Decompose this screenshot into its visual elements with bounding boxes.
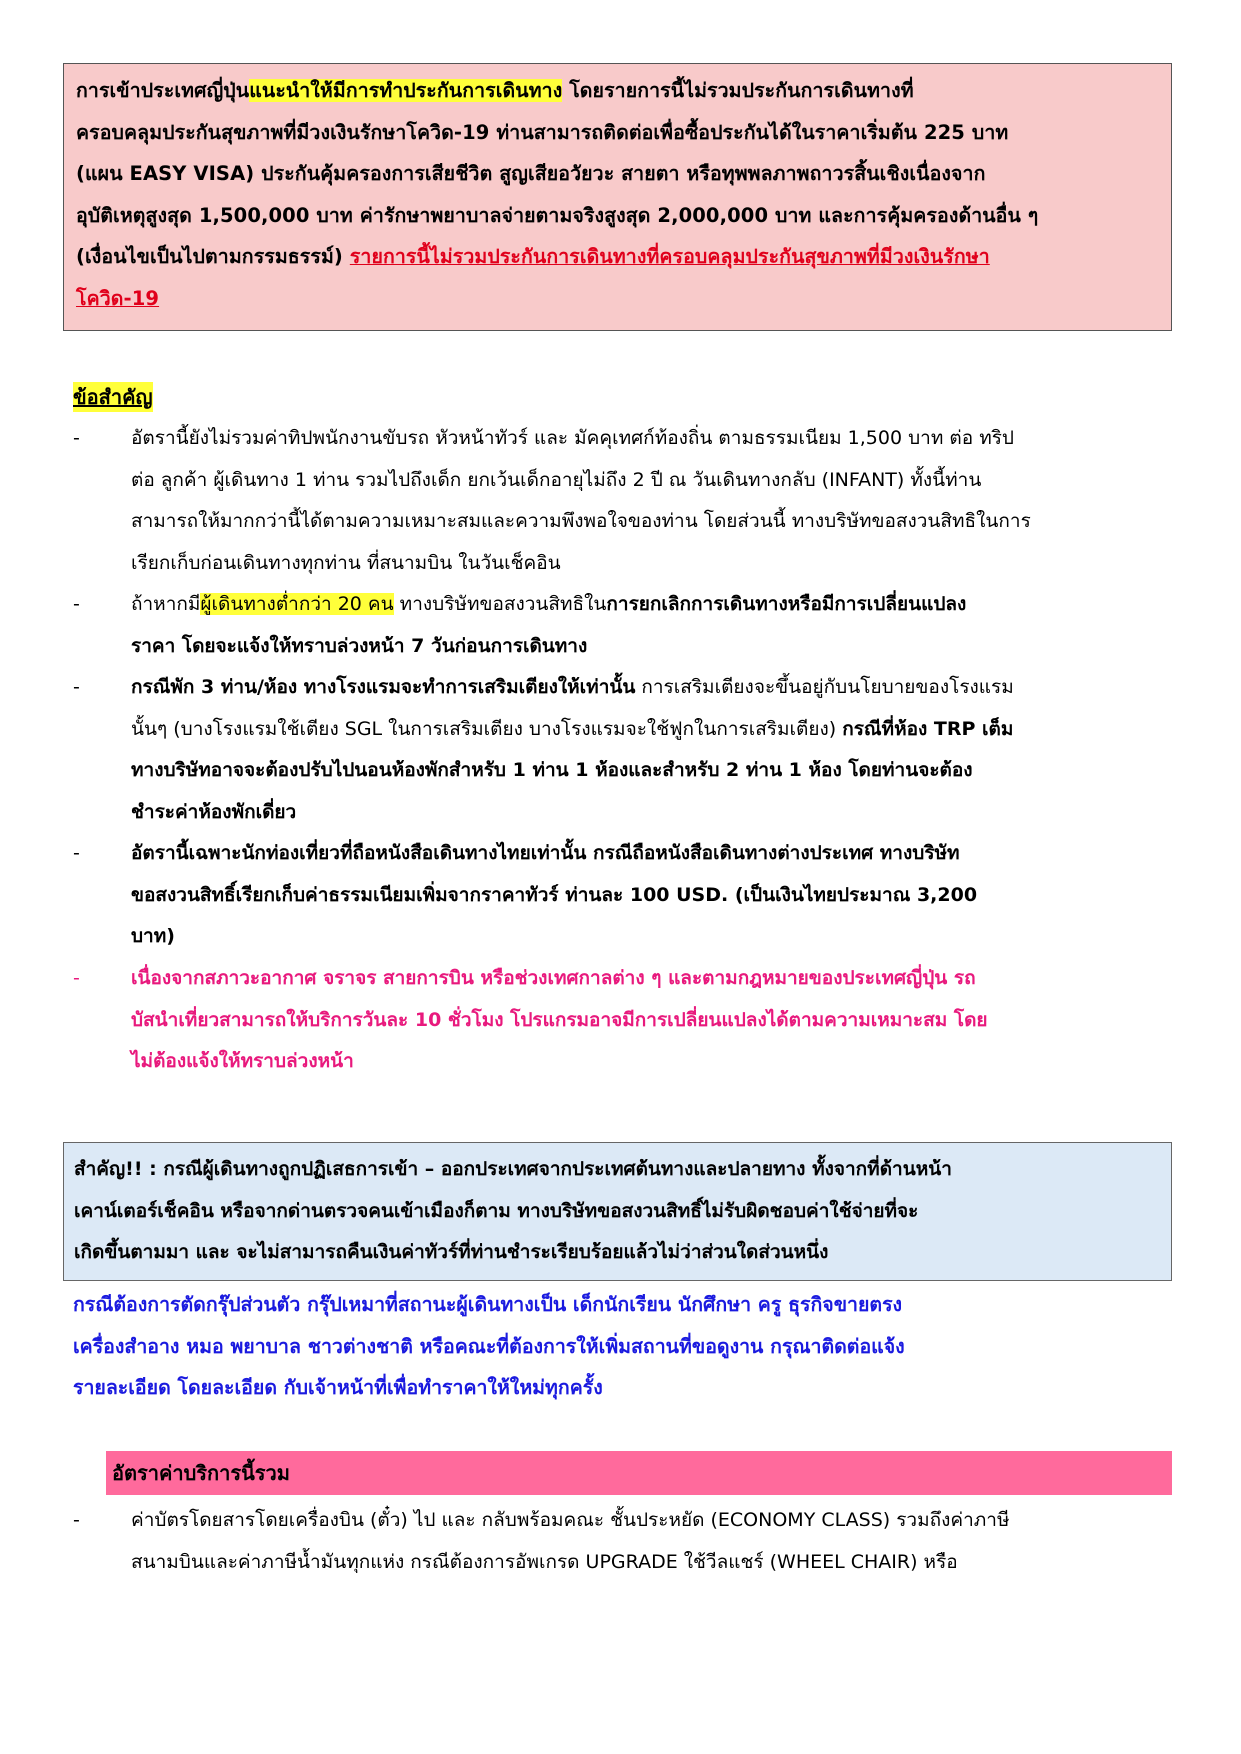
insurance-line-6 xyxy=(76,278,1161,320)
text-line: เนื่องจากสภาวะอากาศ จราจร สายการบิน หรือช่วงเทศกาลต่าง ๆ และตามกฎหมายของประเทศญี่ปุ่น รถ xyxy=(131,967,976,989)
text-line: รายละเอียด โดยละเอียด กับเจ้าหน้าที่เพื่อทำราคาให้ใหม่ทุกครั้ง xyxy=(73,1376,603,1399)
insurance-exclusion-text: รายการนี้ไม่รวมประกันการเดินทางที่ครอบคลุมประกันสุขภาพที่มีวงเงินรักษา xyxy=(349,245,990,269)
included-heading: อัตราค่าบริการนี้รวม xyxy=(112,1461,290,1485)
bullet-dash: - xyxy=(73,593,80,615)
text-line: อัตรานี้เฉพาะนักท่องเที่ยวที่ถือหนังสือเดินทางไทยเท่านั้น กรณีถือหนังสือเดินทางต่างประเทศ ทางบริษัท xyxy=(131,842,960,864)
text-line xyxy=(131,709,1173,751)
insurance-line-1 xyxy=(76,70,1161,112)
bullet-dash: - xyxy=(73,676,80,698)
text-line: เรียกเก็บก่อนเดินทางทุกท่าน ที่สนามบิน ในวันเช็คอิน xyxy=(131,551,561,574)
text-line: สนามบินและค่าภาษีน้ำมันทุกแห่ง กรณีต้องการอัพเกรด UPGRADE ใช้วีลแชร์ (WHEEL CHAIR) หรือ xyxy=(131,1550,958,1573)
insurance-line-3: (แผน EASY VISA) ประกันคุ้มครองการเสียชีวิต สูญเสียอวัยวะ สายตา หรือทุพพลภาพถาวรสิ้นเชิงเนื่องจาก xyxy=(76,162,986,186)
text-line: ชำระค่าห้องพักเดี่ยว xyxy=(131,800,297,823)
text-line: ไม่ต้องแจ้งให้ทราบล่วงหน้า xyxy=(131,1050,354,1072)
insurance-notice-box xyxy=(63,63,1172,331)
text-span: ถ้าหากมี xyxy=(131,593,201,615)
text-line: ทางบริษัทอาจจะต้องปรับไปนอนห้องพักสำหรับ 1 ท่าน 1 ห้องและสำหรับ 2 ท่าน 1 ห้อง โดยท่านจะต้อง xyxy=(131,759,973,781)
text-line: บาท) xyxy=(131,925,175,947)
text-span: การเสริมเตียงจะขึ้นอยู่กับนโยบายของโรงแรม xyxy=(635,676,1014,698)
private-group-note xyxy=(73,1284,1173,1409)
important-heading: ข้อสำคัญ xyxy=(73,382,153,412)
text-span: ทางบริษัทขอสงวนสิทธิใน xyxy=(393,593,607,615)
text-line: อัตรานี้ยังไม่รวมค่าทิปพนักงานขับรถ หัวหน้าทัวร์ และ มัคคุเทศก์ท้องถิ่น ตามธรรมเนียม 1,500 บาท ต่อ ทริป xyxy=(131,427,1014,449)
text-line: ค่าบัตรโดยสารโดยเครื่องบิน (ตั๋ว) ไป และ กลับพร้อมคณะ ชั้นประหยัด (ECONOMY CLASS) รวมถึงค่าภาษี xyxy=(131,1509,1010,1531)
bullet-dash: - xyxy=(73,1509,80,1531)
text-line xyxy=(131,584,1173,626)
text-span: กรณีที่ห้อง TRP เต็ม xyxy=(842,717,1014,740)
included-heading-bar xyxy=(106,1451,1172,1495)
insurance-line-5 xyxy=(76,236,1161,278)
bullet-dash: - xyxy=(73,842,80,864)
text-line: ต่อ ลูกค้า ผู้เดินทาง 1 ท่าน รวมไปถึงเด็ก ยกเว้นเด็กอายุไม่ถึง 2 ปี ณ วันเดินทางกลับ (INFANT) ทั้งนี้ท่าน xyxy=(131,468,982,491)
text-line: สามารถให้มากกว่านี้ได้ตามความเหมาะสมและความพึงพอใจของท่าน โดยส่วนนี้ ทางบริษัทขอสงวนสิทธิในการ xyxy=(131,510,1031,532)
bullet-dash: - xyxy=(73,427,80,449)
text-line: เคาน์เตอร์เช็คอิน หรือจากด่านตรวจคนเข้าเมืองก็ตาม ทางบริษัทขอสงวนสิทธิ์ไม่รับผิดชอบค่าใช้จ่ายที่จะ xyxy=(74,1199,919,1222)
text-line: ราคา โดยจะแจ้งให้ทราบล่วงหน้า 7 วันก่อนการเดินทาง xyxy=(131,634,588,657)
text-line: ขอสงวนสิทธิ์เรียกเก็บค่าธรรมเนียมเพิ่มจากราคาทัวร์ ท่านละ 100 USD. (เป็นเงินไทยประมาณ 3,200 xyxy=(131,883,978,906)
min-travelers-highlight: ผู้เดินทางต่ำกว่า 20 คน xyxy=(200,593,394,615)
text-line: เกิดขึ้นตามมา และ จะไม่สามารถคืนเงินค่าทัวร์ที่ท่านชำระเรียบร้อยแล้วไม่ว่าส่วนใดส่วนหนึ่ง xyxy=(74,1241,829,1263)
insurance-line-4: อุบัติเหตุสูงสุด 1,500,000 บาท ค่ารักษาพยาบาลจ่ายตามจริงสูงสุด 2,000,000 บาท และการคุ้มครองด้านอื่น ๆ xyxy=(76,203,1039,227)
insurance-text: การเข้าประเทศญี่ปุ่น xyxy=(76,79,250,102)
text-span: นั้นๆ (บางโรงแรมใช้เตียง SGL ในการเสริมเตียง บางโรงแรมจะใช้ฟูกในการเสริมเตียง) xyxy=(131,717,843,740)
text-line: บัสนำเที่ยวสามารถให้บริการวันละ 10 ชั่วโมง โปรแกรมอาจมีการเปลี่ยนแปลงได้ตามความเหมาะสม โดย xyxy=(131,1008,988,1031)
insurance-line-2: ครอบคลุมประกันสุขภาพที่มีวงเงินรักษาโควิด-19 ท่านสามารถติดต่อเพื่อซื้อประกันได้ในราคาเริ่มต้น 225 บาท xyxy=(76,120,1009,144)
text-line: สำคัญ!! : กรณีผู้เดินทางถูกปฏิเสธการเข้า – ออกประเทศจากประเทศต้นทางและปลายทาง ทั้งจากที่ด้านหน้า xyxy=(74,1158,952,1180)
insurance-highlight: แนะนำให้มีการทำประกันการเดินทาง xyxy=(249,79,563,102)
insurance-text: โดยรายการนี้ไม่รวมประกันการเดินทางที่ xyxy=(562,79,914,102)
text-span: กรณีพัก 3 ท่าน/ห้อง ทางโรงแรมจะทำการเสริมเตียงให้เท่านั้น xyxy=(131,676,636,698)
text-span: การยกเลิกการเดินทางหรือมีการเปลี่ยนแปลง xyxy=(606,593,967,615)
insurance-exclusion-text: โควิด-19 xyxy=(76,286,160,310)
text-line: กรณีต้องการตัดกรุ๊ปส่วนตัว กรุ๊ปเหมาที่สถานะผู้เดินทางเป็น เด็กนักเรียน นักศึกษา ครู ธุรกิจขายตรง xyxy=(73,1293,903,1316)
text-line xyxy=(131,667,1173,709)
text-line: เครื่องสำอาง หมอ พยาบาล ชาวต่างชาติ หรือคณะที่ต้องการให้เพิ่มสถานที่ขอดูงาน กรุณาติดต่อแจ้ง xyxy=(73,1334,905,1358)
insurance-text: (เงื่อนไขเป็นไปตามกรรมธรรม์) xyxy=(76,245,350,269)
bullet-dash: - xyxy=(73,967,80,989)
denied-entry-notice-box xyxy=(63,1142,1172,1281)
